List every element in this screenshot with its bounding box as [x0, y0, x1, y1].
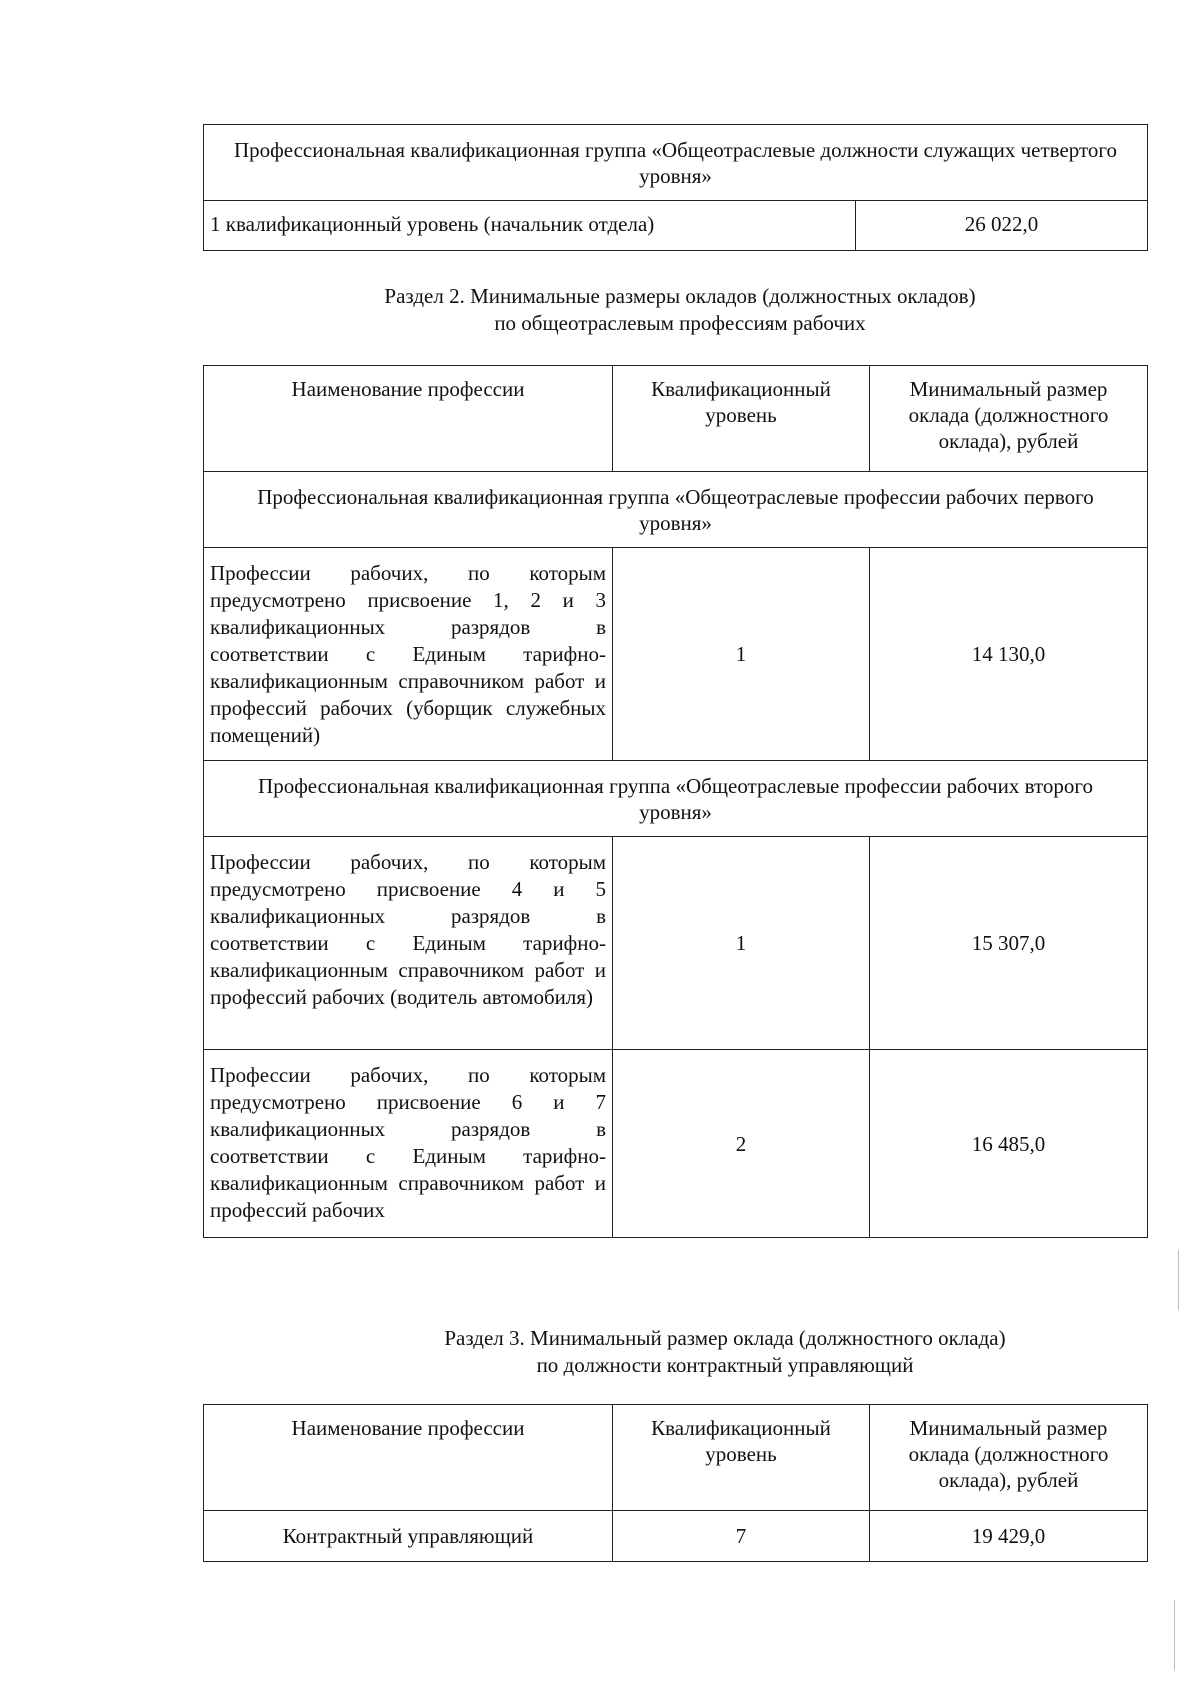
header-qualification-level: Квалификационный уровень	[613, 1405, 870, 1511]
scan-artifact-line	[1174, 1600, 1175, 1670]
table-row	[204, 1511, 1148, 1562]
qualification-group-title: Профессиональная квалификационная группа «Общеотраслевые должности служащих четвертого уровня»	[204, 125, 1148, 201]
qualification-group-title: Профессиональная квалификационная группа «Общеотраслевые профессии рабочих второго уровня»	[204, 761, 1148, 837]
header-qualification-level: Квалификационный уровень	[613, 366, 870, 472]
salary-cell: 26 022,0	[856, 201, 1148, 251]
header-min-salary: Минимальный размер оклада (должностного оклада), рублей	[870, 366, 1148, 472]
section-3-heading-line1: Раздел 3. Минимальный размер оклада (должностного оклада)	[444, 1326, 1006, 1350]
section-3-heading	[380, 1325, 1070, 1379]
profession-name-cell: Профессии рабочих, по которым предусмотрено присвоение 4 и 5 квалификационных разрядов в соответствии с Единым тарифно-квалификационным справочником работ и профессий рабочих (водитель автомобиля)	[204, 837, 613, 1050]
section-3-heading-line2: по должности контрактный управляющий	[536, 1353, 914, 1377]
salary-cell: 19 429,0	[870, 1511, 1148, 1562]
table-fourth-level-employees	[203, 124, 1148, 251]
salary-cell: 14 130,0	[870, 548, 1148, 761]
section-2-heading-line1: Раздел 2. Минимальные размеры окладов (должностных окладов)	[384, 284, 976, 308]
header-profession-name: Наименование профессии	[204, 366, 613, 472]
qualification-level-cell: 2	[613, 1050, 870, 1238]
scan-artifact-line	[1178, 1250, 1179, 1310]
qualification-level-cell: 1	[613, 837, 870, 1050]
profession-name-cell: Профессии рабочих, по которым предусмотрено присвоение 6 и 7 квалификационных разрядов в соответствии с Единым тарифно-квалификационным справочником работ и профессий рабочих	[204, 1050, 613, 1238]
qualification-level-cell: 1 квалификационный уровень (начальник отдела)	[204, 201, 856, 251]
table-row	[204, 548, 1148, 761]
section-2-heading-line2: по общеотраслевым профессиям рабочих	[494, 311, 866, 335]
table-row	[204, 1050, 1148, 1238]
profession-name-cell: Профессии рабочих, по которым предусмотрено присвоение 1, 2 и 3 квалификационных разрядов в соответствии с Единым тарифно-квалификационным справочником работ и профессий рабочих (уборщик служебных помещений)	[204, 548, 613, 761]
table-contract-manager	[203, 1404, 1148, 1562]
salary-cell: 15 307,0	[870, 837, 1148, 1050]
table-row	[204, 837, 1148, 1050]
section-2-heading	[300, 283, 1060, 337]
qualification-level-cell: 1	[613, 548, 870, 761]
table-worker-professions	[203, 365, 1148, 1238]
qualification-group-title: Профессиональная квалификационная группа «Общеотраслевые профессии рабочих первого уровня»	[204, 472, 1148, 548]
header-profession-name: Наименование профессии	[204, 1405, 613, 1511]
qualification-level-cell: 7	[613, 1511, 870, 1562]
salary-cell: 16 485,0	[870, 1050, 1148, 1238]
header-min-salary: Минимальный размер оклада (должностного оклада), рублей	[870, 1405, 1148, 1511]
profession-name-cell: Контрактный управляющий	[204, 1511, 613, 1562]
